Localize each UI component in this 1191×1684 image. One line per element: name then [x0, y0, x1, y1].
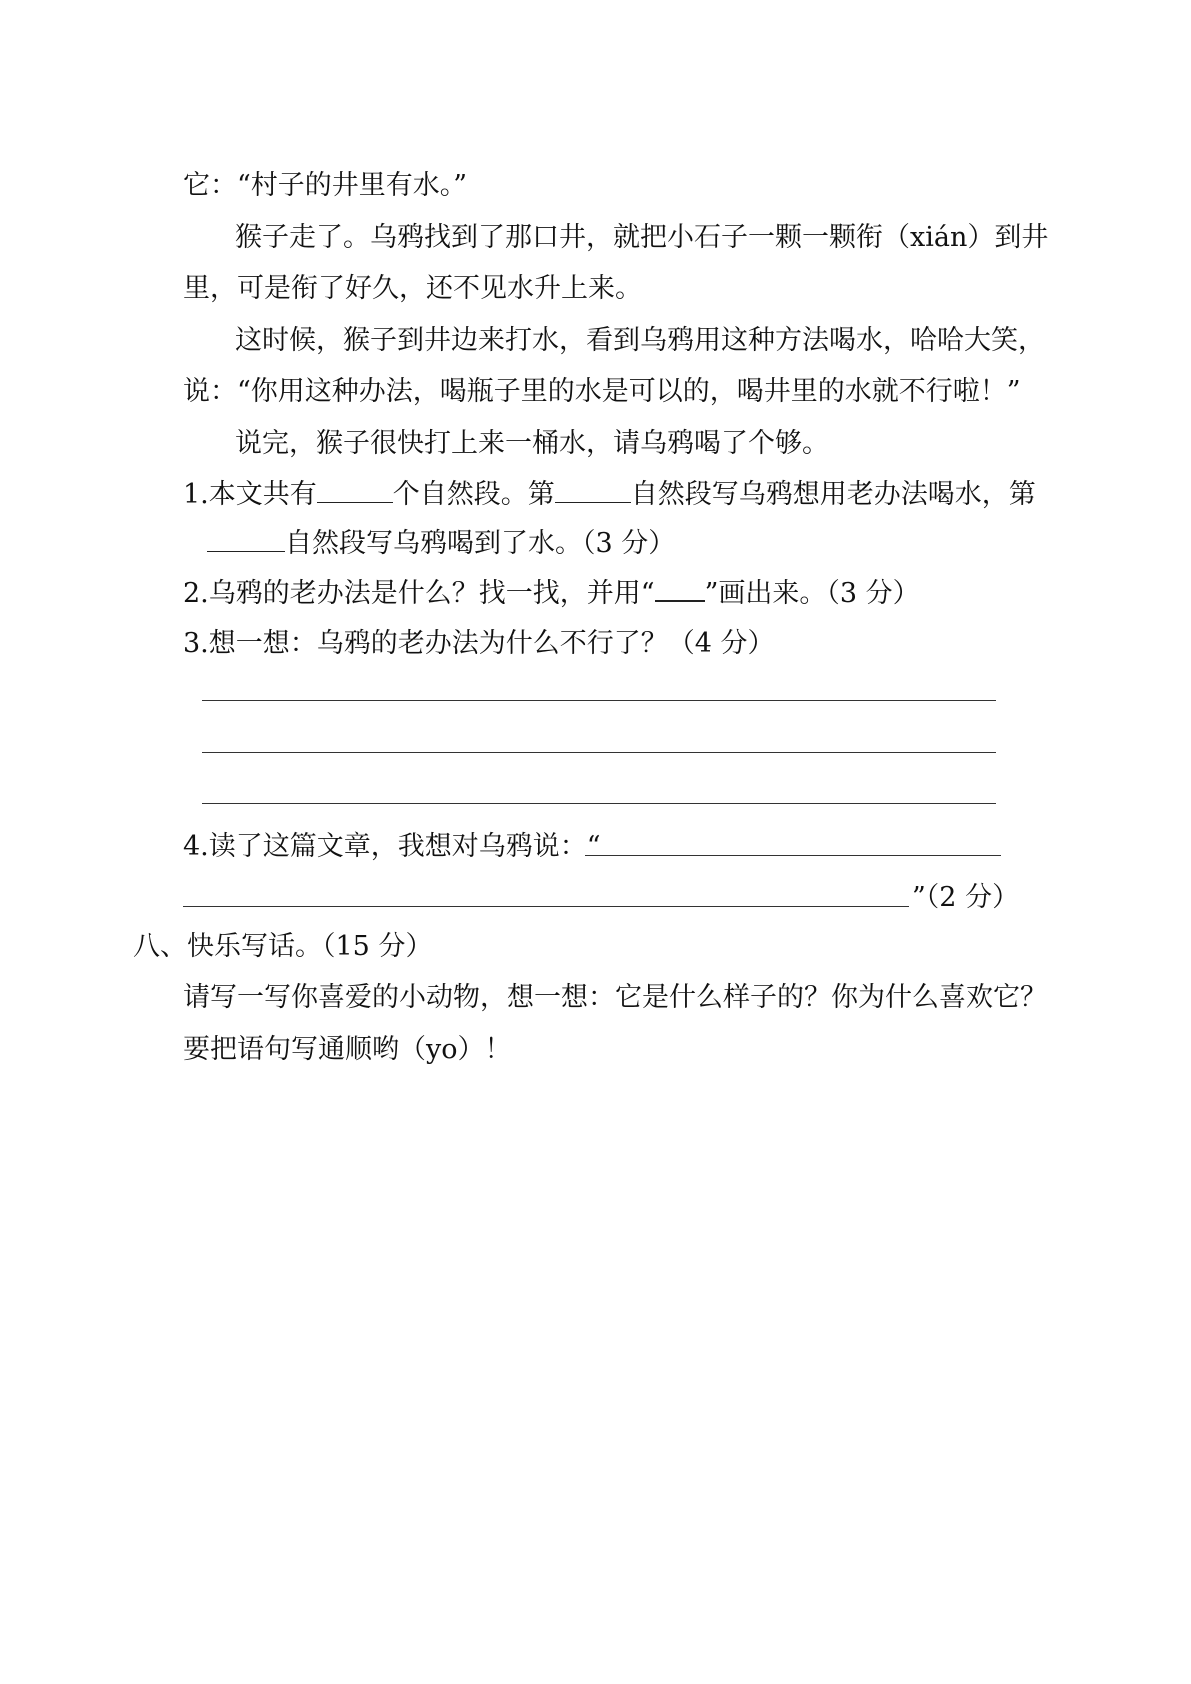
question-number: 1.	[183, 479, 209, 510]
passage-line: 说完，猴子很快打上来一桶水，请乌鸦喝了个够。	[235, 428, 829, 459]
answer-line[interactable]	[202, 752, 996, 753]
passage-line: 里，可是衔了好久，还不见水升上来。	[183, 273, 642, 304]
answer-blank[interactable]	[317, 496, 393, 503]
underline-mark-sample	[655, 594, 705, 602]
question-number: 2.	[183, 578, 209, 609]
answer-blank[interactable]	[555, 496, 631, 503]
passage-line: 猴子走了。乌鸦找到了那口井，就把小石子一颗一颗衔（xián）到井	[235, 222, 1049, 253]
answer-line[interactable]	[202, 803, 996, 804]
question-number: 4.	[183, 831, 209, 862]
question-1-cont: 自然段写乌鸦喝到了水。（3 分）	[207, 524, 675, 564]
answer-line[interactable]	[183, 906, 909, 907]
section-title: 八、快乐写话。（15 分）	[133, 931, 433, 962]
answer-line[interactable]	[202, 700, 996, 701]
answer-line[interactable]	[585, 855, 1001, 856]
passage-line: 说：“你用这种办法，喝瓶子里的水是可以的，喝井里的水就不行啦！”	[183, 376, 1021, 407]
section-instruction: 要把语句写通顺哟（yo）！	[183, 1034, 512, 1065]
question-4-end: ”（2 分）	[912, 882, 1020, 913]
section-instruction: 请写一写你喜爱的小动物，想一想：它是什么样子的？你为什么喜欢它？	[183, 982, 1047, 1013]
question-2: 2.乌鸦的老办法是什么？找一找，并用“ ”画出来。（3 分）	[183, 578, 920, 609]
question-number: 3.	[183, 628, 209, 659]
question-1: 1.本文共有 个自然段。第 自然段写乌鸦想用老办法喝水，第	[183, 479, 1036, 510]
question-4: 4.读了这篇文章，我想对乌鸦说：“	[183, 831, 601, 862]
answer-blank[interactable]	[207, 545, 285, 552]
question-3: 3.想一想：乌鸦的老办法为什么不行了？（4 分）	[183, 628, 775, 659]
passage-line: 它：“村子的井里有水。”	[183, 170, 468, 201]
passage-line: 这时候，猴子到井边来打水，看到乌鸦用这种方法喝水，哈哈大笑，	[235, 325, 1045, 356]
